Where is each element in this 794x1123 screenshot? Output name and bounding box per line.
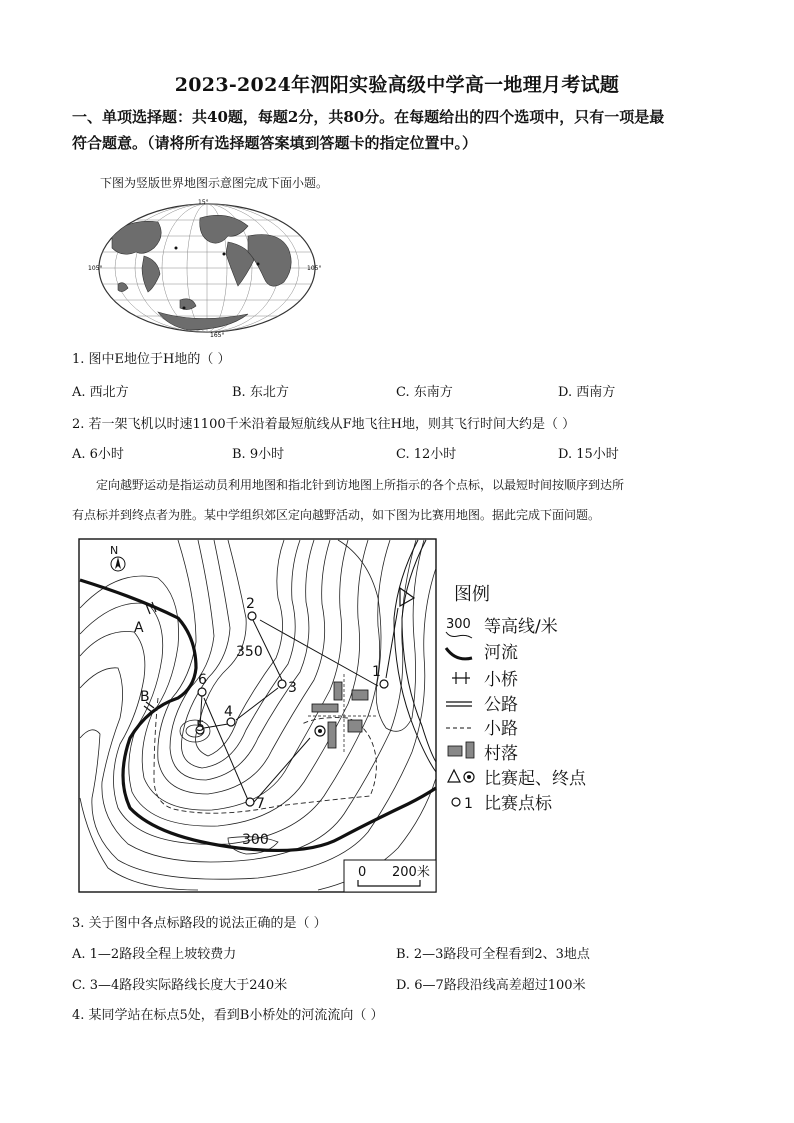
label-a: A (134, 620, 144, 636)
intro-world-map: 下图为竖版世界地图示意图完成下面小题。 (100, 176, 329, 190)
point-1-label: 1 (372, 664, 381, 680)
point-6-label: 6 (198, 672, 207, 688)
legend-road-icon (446, 702, 472, 706)
svg-text:300: 300 (446, 617, 471, 632)
point-2-label: 2 (246, 596, 255, 612)
label-b: B (140, 689, 150, 705)
section-heading-line1: 一、单项选择题：共40题，每题2分，共80分。在每题给出的四个选项中，只有一项是最 (72, 108, 665, 126)
legend-item-contour: 等高线/米 (484, 617, 558, 637)
svg-text:200米: 200米 (392, 865, 430, 880)
question-3-option-c: C. 3—4路段实际路线长度大于240米 (72, 978, 288, 993)
question-1-option-b: B. 东北方 (232, 385, 289, 400)
point-7-label: 7 (256, 796, 265, 812)
map-legend (442, 578, 622, 818)
world-map-figure (88, 196, 326, 338)
legend-item-bridge: 小桥 (484, 670, 518, 690)
question-2-option-a: A. 6小时 (72, 447, 124, 462)
map-label-right: 105° (307, 265, 322, 272)
section-heading (72, 104, 732, 156)
legend-item-road: 公路 (484, 695, 518, 715)
legend-contour-icon (446, 617, 472, 638)
scale-bar (344, 860, 436, 892)
question-1-option-c: C. 东南方 (396, 385, 453, 400)
question-3-stem: 3. 关于图中各点标路段的说法正确的是（ ） (72, 916, 327, 931)
legend-item-start-end: 比赛起、终点 (484, 769, 586, 789)
question-3-option-a: A. 1—2路段全程上坡较费力 (72, 947, 237, 962)
legend-item-trail: 小路 (484, 719, 518, 739)
question-1-option-d: D. 西南方 (558, 385, 616, 400)
section-heading-line2: 符合题意。（请将所有选择题答案填到答题卡的指定位置中。） (72, 134, 478, 152)
svg-text:0: 0 (358, 865, 367, 880)
legend-river-icon (446, 648, 472, 659)
question-2-stem: 2. 若一架飞机以时速1100千米沿着最短航线从F地飞往H地，则其飞行时间大约是（ ） (72, 417, 576, 432)
contour-label-350: 350 (236, 644, 263, 660)
legend-village-icon (448, 742, 474, 758)
legend-start-end-icon (448, 770, 474, 782)
question-1-stem: 1. 图中E地位于H地的（ ） (72, 352, 231, 367)
point-3-label: 3 (288, 680, 297, 696)
legend-bridge-icon (452, 672, 470, 684)
question-1-option-a: A. 西北方 (72, 385, 129, 400)
question-3-option-b: B. 2—3路段可全程看到2、3地点 (396, 947, 590, 962)
map-label-top: 15° (198, 199, 209, 206)
question-2-option-b: B. 9小时 (232, 447, 285, 462)
legend-title: 图例 (454, 584, 490, 605)
point-5-label: 5 (196, 719, 205, 735)
question-2-option-d: D. 15小时 (558, 447, 619, 462)
svg-text:N: N (110, 544, 119, 557)
legend-item-point: 比赛点标 (484, 794, 552, 814)
map-label-bottom: 165° (210, 332, 225, 338)
legend-point-icon (452, 796, 473, 812)
intro-orienteering (72, 470, 722, 530)
question-4-stem: 4. 某同学站在标点5处，看到B小桥处的河流流向（ ） (72, 1008, 384, 1023)
point-4-label: 4 (224, 704, 233, 720)
intro-orienteering-line1: 定向越野运动是指运动员利用地图和指北针到访地图上所指示的各个点标，以最短时间按顺序到达所 (96, 478, 625, 492)
legend-item-village: 村落 (484, 744, 518, 764)
question-2-option-c: C. 12小时 (396, 447, 457, 462)
intro-orienteering-line2: 有点标并到终点者为胜。某中学组织郊区定向越野活动，如下图为比赛用地图。据此完成下面问题。 (72, 508, 601, 522)
contour-label-300: 300 (242, 832, 269, 848)
topo-map-figure (78, 538, 438, 894)
legend-item-river: 河流 (484, 643, 518, 663)
question-3-option-d: D. 6—7路段沿线高差超过100米 (396, 978, 586, 993)
page-title: 2023-2024年泗阳实验高级中学高一地理月考试题 (174, 74, 620, 96)
svg-text:1: 1 (464, 796, 473, 812)
map-label-left: 105° (88, 265, 103, 272)
